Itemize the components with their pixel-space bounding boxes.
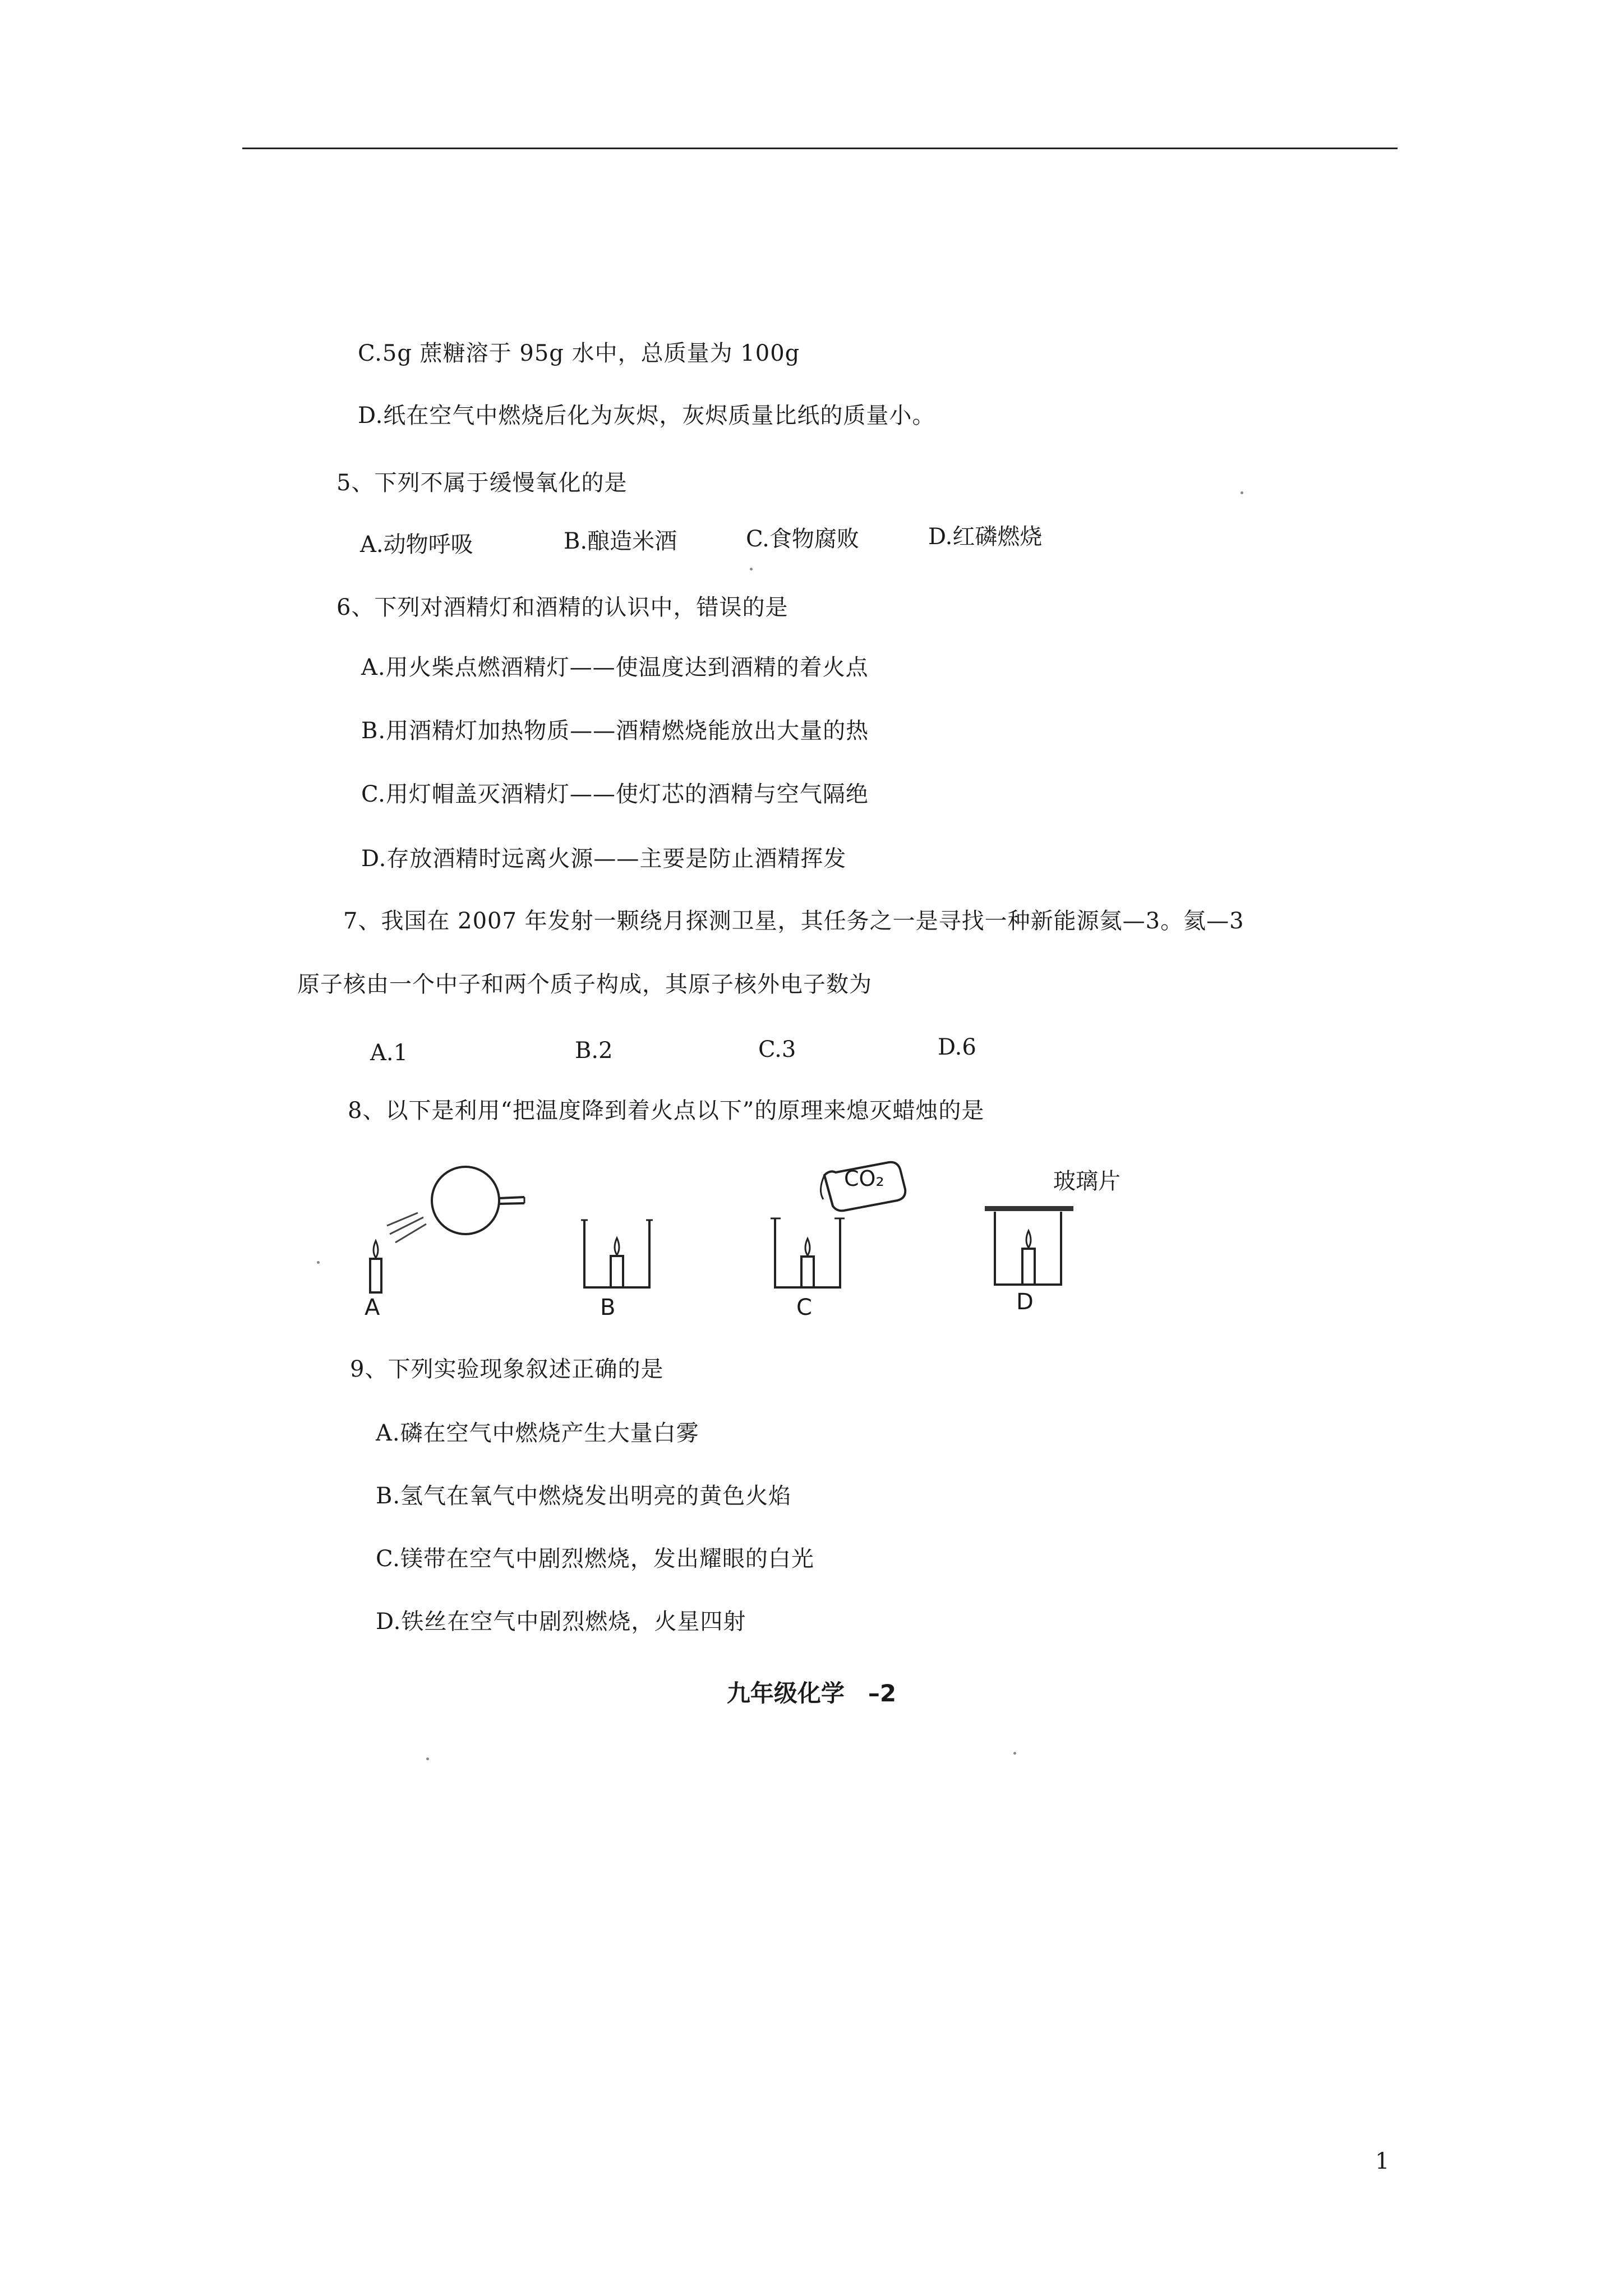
scan-speck — [317, 1261, 320, 1264]
q9-option-a: A.磷在空气中燃烧产生大量白雾 — [376, 1420, 699, 1446]
q9-option-c: C.镁带在空气中剧烈燃烧，发出耀眼的白光 — [376, 1546, 814, 1572]
q4-option-d: D.纸在空气中燃烧后化为灰烬，灰烬质量比纸的质量小。 — [358, 403, 935, 429]
glass-plate-label: 玻璃片 — [1053, 1168, 1121, 1194]
q8-stem: 8、以下是利用“把温度降到着火点以下”的原理来熄灭蜡烛的是 — [348, 1098, 985, 1124]
figure-label-d: D — [1016, 1289, 1034, 1315]
q6-option-a: A.用火柴点燃酒精灯——使温度达到酒精的着火点 — [361, 655, 869, 680]
figure-c-co2-beaker-candle — [768, 1156, 914, 1296]
header-rule — [242, 148, 1398, 149]
scan-speck — [1241, 491, 1243, 494]
q4-option-c: C.5g 蔗糖溶于 95g 水中，总质量为 100g — [358, 341, 800, 366]
figure-a-fan-candle — [348, 1161, 538, 1307]
figure-d-covered-beaker-candle — [983, 1195, 1078, 1290]
q6-option-b: B.用酒精灯加热物质——酒精燃烧能放出大量的热 — [361, 718, 869, 744]
q5-option-c: C.食物腐败 — [746, 526, 859, 552]
q5-stem: 5、下列不属于缓慢氧化的是 — [336, 470, 628, 496]
page-number: 1 — [1375, 2148, 1390, 2174]
q9-option-d: D.铁丝在空气中剧烈燃烧，火星四射 — [376, 1609, 746, 1635]
q7-stem-line2: 原子核由一个中子和两个质子构成，其原子核外电子数为 — [297, 972, 872, 997]
figure-label-c: C — [796, 1295, 812, 1320]
scan-speck — [426, 1757, 429, 1760]
figure-label-b: B — [600, 1295, 616, 1320]
scan-speck — [1013, 1752, 1016, 1755]
co2-label: CO₂ — [844, 1166, 884, 1191]
q7-option-a: A.1 — [370, 1040, 408, 1066]
page-footer: 九年级化学 –2 — [726, 1680, 897, 1707]
q7-option-d: D.6 — [938, 1034, 976, 1060]
q7-stem-line1: 7、我国在 2007 年发射一颗绕月探测卫星，其任务之一是寻找一种新能源氦—3。氦—3 — [343, 908, 1244, 934]
q6-option-c: C.用灯帽盖灭酒精灯——使灯芯的酒精与空气隔绝 — [361, 781, 869, 807]
q6-option-d: D.存放酒精时远离火源——主要是防止酒精挥发 — [361, 846, 847, 872]
scan-speck — [750, 568, 753, 570]
figure-b-beaker-candle — [578, 1214, 656, 1293]
q5-option-b: B.酿造米酒 — [564, 528, 677, 554]
q5-option-d: D.红磷燃烧 — [928, 524, 1043, 550]
figure-label-a: A — [365, 1295, 380, 1320]
q7-option-c: C.3 — [758, 1037, 796, 1062]
q9-stem: 9、下列实验现象叙述正确的是 — [350, 1356, 664, 1382]
q7-option-b: B.2 — [575, 1038, 613, 1064]
q6-stem: 6、下列对酒精灯和酒精的认识中，错误的是 — [336, 595, 789, 620]
q5-option-a: A.动物呼吸 — [360, 532, 473, 558]
q9-option-b: B.氢气在氧气中燃烧发出明亮的黄色火焰 — [376, 1483, 792, 1509]
